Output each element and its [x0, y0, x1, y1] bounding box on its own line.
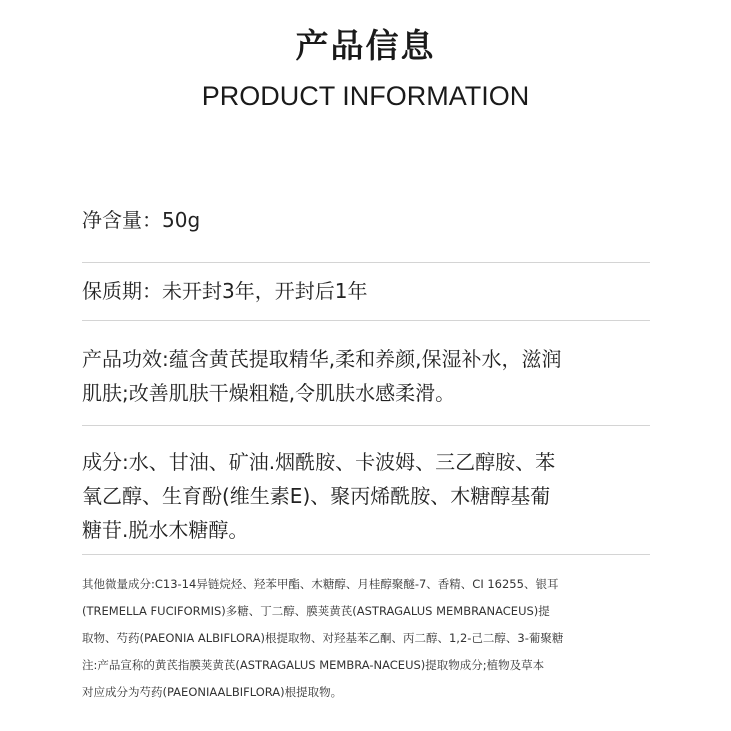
fine-print-line: 取物、芍药(PAEONIA ALBIFLORA)根提取物、对羟基苯乙酮、丙二醇、1,2-己二醇、3-葡聚糖: [82, 631, 564, 645]
net-content-field: 净含量：50g: [82, 208, 201, 232]
ingredients-line: 糖苷.脱水木糖醇。: [82, 518, 249, 542]
divider: [82, 425, 650, 426]
ingredients-line: 成分:水、甘油、矿油.烟酰胺、卡波姆、三乙醇胺、苯: [82, 450, 556, 474]
ingredients-field: [82, 445, 654, 547]
fine-print: [82, 571, 654, 706]
efficacy-line: 肌肤;改善肌肤干燥粗糙,令肌肤水感柔滑。: [82, 381, 456, 405]
fine-print-line: 其他微量成分:C13-14异链烷烃、羟苯甲酯、木糖醇、月桂醇聚醚-7、香精、CI 16255、银耳: [82, 577, 559, 591]
ingredients-line: 氧乙醇、生育酚(维生素E)、聚丙烯酰胺、木糖醇基葡: [82, 484, 551, 508]
fine-print-line: 注:产品宣称的黄芪指膜荚黄芪(ASTRAGALUS MEMBRA-NACEUS)提取物成分;植物及草本: [82, 658, 545, 672]
page-title-en: PRODUCT INFORMATION: [201, 81, 530, 111]
shelf-life-field: 保质期：未开封3年，开封后1年: [82, 279, 368, 303]
efficacy-field: [82, 342, 654, 410]
divider: [82, 262, 650, 263]
fine-print-line: 对应成分为芍药(PAEONIAALBIFLORA)根提取物。: [82, 685, 343, 699]
divider: [82, 320, 650, 321]
efficacy-line: 产品功效:蕴含黄芪提取精华,柔和养颜,保湿补水，滋润: [82, 347, 562, 371]
divider: [82, 554, 650, 555]
fine-print-line: (TREMELLA FUCIFORMIS)多糖、丁二醇、膜荚黄芪(ASTRAGALUS MEMBRANACEUS)提: [82, 604, 550, 618]
page-title-cn: 产品信息: [295, 26, 436, 65]
